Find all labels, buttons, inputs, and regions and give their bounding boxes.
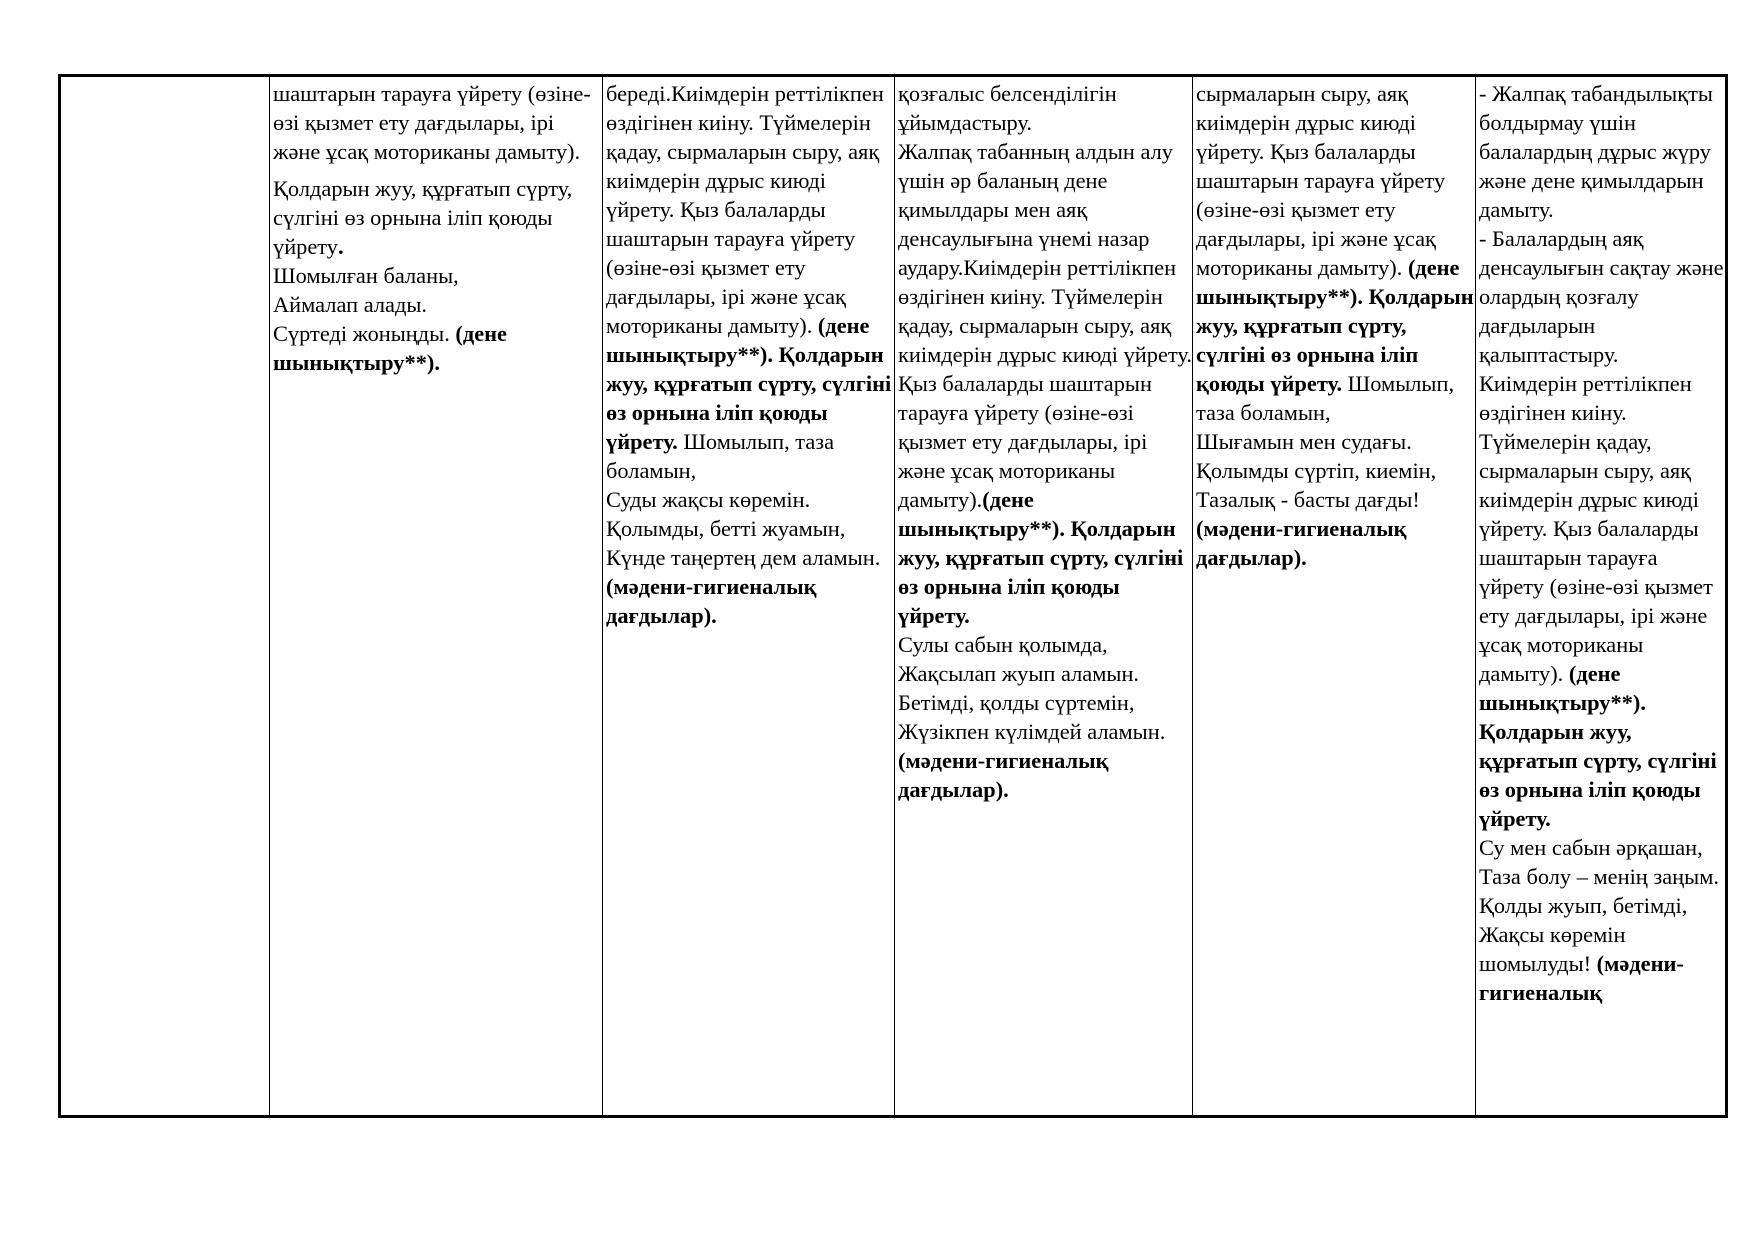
table-cell-col2 bbox=[602, 77, 894, 1115]
cell-text bbox=[606, 79, 894, 485]
poem-line: Күнде таңертең дем аламын. bbox=[606, 545, 881, 570]
poem-line bbox=[1479, 920, 1725, 1007]
cell-text bbox=[1196, 514, 1475, 572]
cell-text-bold: (мәдени-гигиеналық дағдылар). bbox=[1196, 516, 1407, 570]
table-cell-col1 bbox=[269, 77, 602, 1115]
cell-text: - Балалардың аяқ денсаулығын сақтау және олардың қозғалу дағдыларын қалыптастыру. bbox=[1479, 226, 1724, 367]
cell-text-bold: (дене шынықтыру**). Қолдарын жуу, құрғатып сүрту, сүлгіні өз орнына іліп қоюды үйрету. bbox=[1196, 255, 1474, 396]
poem-line: Шомылған баланы, bbox=[273, 263, 459, 288]
cell-text bbox=[606, 572, 894, 630]
cell-text-part: Шомылып, таза боламын, bbox=[606, 429, 835, 483]
cell-text-part: Шомылып, таза боламын, bbox=[1196, 371, 1455, 425]
plan-table bbox=[58, 74, 1728, 1118]
cell-text: - Жалпақ табандылықты болдырмау үшін балалардың дұрыс жүру және дене қимылдарын дамыту. bbox=[1479, 81, 1713, 222]
cell-text-part: Сүртеді жоныңды. bbox=[273, 321, 456, 346]
poem-line: Жүзікпен күлімдей аламын. bbox=[898, 719, 1166, 744]
cell-text-part: Жалпақ табанның алдын алу үшін әр баланың дене қимылдары мен аяқ денсаулығына үнемі назар аудару.Киімдерін реттілікпен өздігінен киіну. Түймелерін қадау, сырмаларын сыру, аяқ киімдерін дұрыс киюді үйрету. Қыз балаларды шаштарын тарауға үйрету (өзіне-өзі қызмет ету дағдылары, ірі және ұсақ моториканы дамыту). bbox=[898, 139, 1192, 512]
poem-line: Қолымды сүртіп, киемін, bbox=[1196, 458, 1437, 483]
poem-line: Аймалап алады. bbox=[273, 292, 427, 317]
cell-text bbox=[1196, 79, 1475, 427]
table-cell-col3 bbox=[894, 77, 1192, 1115]
cell-text: шаштарын тарауға үйрету (өзіне-өзі қызмет ету дағдылары, ірі және ұсақ моториканы дамыту). bbox=[273, 81, 591, 164]
cell-text-bold: (дене шынықтыру**). Қолдарын жуу, құрғатып сүрту, сүлгіні өз орнына іліп қоюды үйрету. bbox=[606, 313, 892, 454]
table-cell-empty bbox=[61, 77, 269, 1115]
poem-line: Тазалық - басты дағды! bbox=[1196, 487, 1420, 512]
cell-text-bold: (дене шынықтыру**). Қолдарын жуу, құрғатып сүрту, сүлгіні өз орнына іліп қоюды үйрету. bbox=[1479, 661, 1717, 831]
poem-line: Суды жақсы көремін. bbox=[606, 487, 811, 512]
poem-line: Сулы сабын қолымда, bbox=[898, 632, 1108, 657]
poem-line: Қолды жуып, бетімді, bbox=[1479, 893, 1688, 918]
cell-text-part: береді.Киімдерін реттілікпен өздігінен киіну. Түймелерін қадау, сырмаларын сыру, аяқ киімдерін дұрыс киюді үйрету. Қыз балаларды шаштарын тарауға үйрету (өзіне-өзі қызмет ету дағдылары, ірі және ұсақ моториканы дамыту). bbox=[606, 81, 884, 338]
cell-text bbox=[898, 746, 1192, 804]
poem-line: Су мен сабын әрқашан, bbox=[1479, 835, 1703, 860]
cell-text bbox=[898, 137, 1192, 630]
poem-line: Жақсылап жуып аламын. bbox=[898, 661, 1140, 686]
cell-text-bold: (мәдени-гигиеналық bbox=[1479, 951, 1684, 1005]
cell-text-part: сырмаларын сыру, аяқ киімдерін дұрыс киюді үйрету. Қыз балаларды шаштарын тарауға үйрету (өзіне-өзі қызмет ету дағдылары, ірі және ұсақ моториканы дамыту). bbox=[1196, 81, 1446, 280]
cell-text-bold: (мәдени-гигиеналық дағдылар). bbox=[606, 574, 817, 628]
poem-line: Бетімді, қолды сүртемін, bbox=[898, 690, 1135, 715]
poem-line: Қолымды, бетті жуамын, bbox=[606, 516, 846, 541]
cell-text-part: Киімдерін реттілікпен өздігінен киіну. Түймелерін қадау, сырмаларын сыру, аяқ киімдерін дұрыс киюді үйрету. Қыз балаларды шаштарын тарауға үйрету (өзіне-өзі қызмет ету дағдылары, ірі және ұсақ моториканы дамыту). bbox=[1479, 371, 1713, 686]
cell-text-bold: (мәдени-гигиеналық дағдылар). bbox=[898, 748, 1109, 802]
cell-text-part: Қолдарын жуу, құрғатып сүрту, сүлгіні өз орнына іліп қоюды үйрету bbox=[273, 176, 573, 259]
cell-text-bold: (дене шынықтыру**). Қолдарын жуу, құрғатып сүрту, сүлгіні өз орнына іліп қоюды үйрету. bbox=[898, 487, 1184, 628]
cell-text: қозғалыс белсенділігін ұйымдастыру. bbox=[898, 81, 1117, 135]
table-cell-col4 bbox=[1192, 77, 1475, 1115]
cell-text bbox=[1479, 369, 1725, 833]
cell-text bbox=[273, 174, 602, 261]
cell-text-bold: (дене шынықтыру**). bbox=[273, 321, 507, 375]
cell-text-bold: . bbox=[338, 234, 344, 259]
poem-line bbox=[273, 319, 602, 377]
poem-line: Таза болу – менің заңым. bbox=[1479, 864, 1719, 889]
table-cell-col5 bbox=[1475, 77, 1725, 1115]
poem-line: Шығамын мен судағы. bbox=[1196, 429, 1412, 454]
cell-text-part: Жақсы көремін шомылуды! bbox=[1479, 922, 1626, 976]
